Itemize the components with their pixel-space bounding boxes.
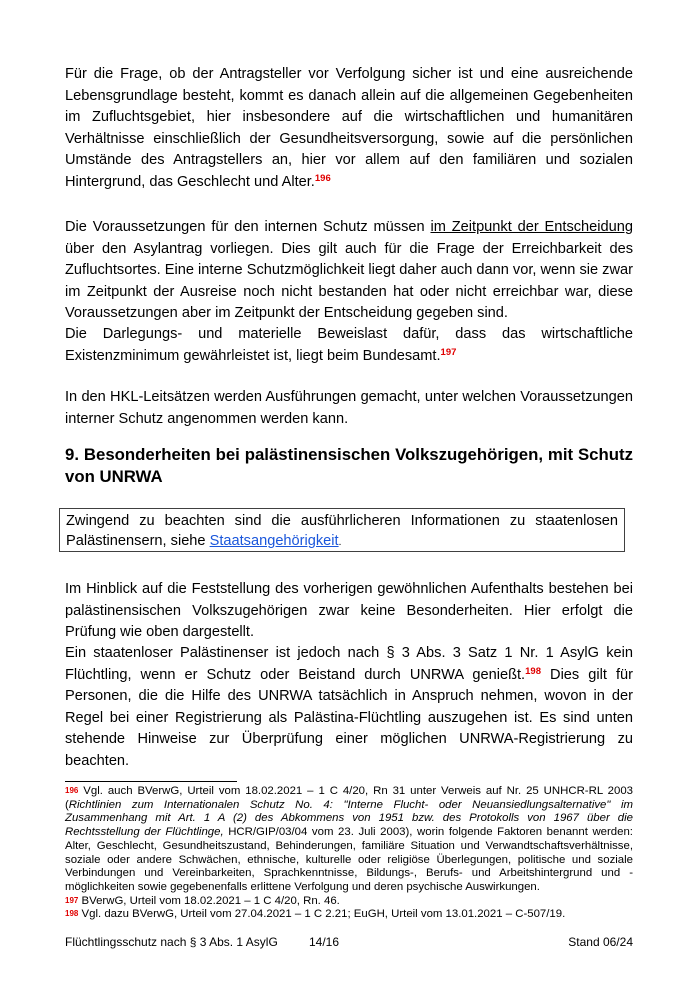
footnote-text: BVerwG, Urteil vom 18.02.2021 – 1 C 4/20, Rn. 46. — [78, 894, 340, 907]
page-footer — [65, 934, 633, 950]
footnote-ref-198[interactable]: 198 — [525, 665, 541, 677]
paragraph-text-before: Ein staatenloser Palästinenser ist jedoch nach § 3 Abs. 3 Satz 1 Nr. 1 AsylG kein Flüchtling, wenn er Schutz oder Beistand durch UNRWA genießt. — [65, 645, 633, 683]
underlined-phrase: im Zeitpunkt der Entscheidung — [430, 219, 633, 235]
footnote-text: Vgl. dazu BVerwG, Urteil vom 27.04.2021 – 1 C 2.21; EuGH, Urteil vom 13.01.2021 – C-507/19. — [78, 908, 566, 921]
footer-document-title: Flüchtlingsschutz nach § 3 Abs. 1 AsylG — [65, 935, 278, 949]
footnote-197 — [65, 895, 633, 909]
paragraph-text-before: Die Voraussetzungen für den internen Schutz müssen — [65, 219, 431, 235]
footnote-198 — [65, 908, 633, 922]
footnote-number: 197 — [65, 895, 79, 905]
paragraph-text: Im Hinblick auf die Feststellung des vorherigen gewöhnlichen Aufenthalts bestehen bei palästinensischen Volkszugehörigen zwar keine Besonderheiten. Hier erfolgt die Prüfung wie oben dargestellt. — [65, 581, 633, 641]
paragraph-text: In den HKL-Leitsätzen werden Ausführungen gemacht, unter welchen Voraussetzungen interner Schutz angenommen werden kann. — [65, 389, 633, 427]
note-box — [59, 508, 625, 552]
note-trailing: . — [338, 537, 342, 548]
paragraph-habitual-residence — [65, 579, 633, 644]
paragraph-text: Für die Frage, ob der Antragsteller vor Verfolgung sicher ist und eine ausreichende Lebensgrundlage besteht, kommt es danach allein auf die allgemeinen Gegebenheiten im Zufluchtsgebiet, hier insbesondere auf die wirtschaftlichen und humanitären Verhältnisse einschließlich der Gesundheitsversorgung, sowie auf die persönlichen Umstände des Antragstellers an, hier vor allem auf den familiären und sozialen Hintergrund, das Geschlecht und Alter. — [65, 66, 633, 190]
footnote-italic-title: Richtlinien zum Internationalen Schutz No. 4: "Interne Flucht- oder Neuansiedlungsalternative" im Zusammenhang mit Art. 1 A (2) des Abkommens von 1951 bzw. des Protokolls von 1967 über die Rechtsstellung der Flüchtlinge, — [65, 798, 633, 839]
footnotes — [65, 785, 633, 922]
footer-version: Stand 06/24 — [568, 935, 633, 949]
paragraph-text: Die Darlegungs- und materielle Beweislast dafür, dass das wirtschaftliche Existenzminimum gewährleistet ist, liegt beim Bundesamt. — [65, 326, 633, 364]
footnote-196 — [65, 785, 633, 895]
footnote-text: Vgl. auch BVerwG, Urteil vom 18.02.2021 – 1 C 4/20, Rn 31 unter Verweis auf Nr. 25 UNHCR-RL 2003 ( — [65, 785, 633, 811]
footnote-separator — [65, 781, 237, 782]
statelessness-link[interactable]: Staatsangehörigkeit — [209, 533, 339, 549]
footnote-ref-197[interactable]: 197 — [440, 346, 457, 358]
paragraph-burden-of-proof — [65, 324, 633, 367]
paragraph-life-basis — [65, 64, 633, 194]
paragraph-text-after: Dies gilt für Personen, die die Hilfe des UNRWA tatsächlich in Anspruch nehmen, wovon in der Regel bei einer Registrierung als Palästina-Flüchtling auszugehen ist. Es sind unten stehende Hinweise zur Überprüfung einer möglichen UNRWA-Registrierung zu beachten. — [65, 666, 634, 769]
footnote-text-rest: HCR/GIP/03/04 vom 23. Juli 2003), worin folgende Faktoren benannt werden: Alter, Geschlecht, Gesundheitszustand, Behinderungen, familiäre Situation und Verwandtschaftsverhältnisse, soziale oder andere Schwächen, ethnische, kulturelle oder religiöse Überlegungen, politische und soziale Verbindungen und Vereinbarkeiten, Sprachkenntnisse, Bildungs-, Berufs- und Arbeitshintergrund und -möglichkeiten sowie gegebenenfalls erlittene Verfolgung und deren psychische Auswirkungen. — [65, 826, 633, 893]
footnote-ref-196[interactable]: 196 — [314, 172, 331, 184]
paragraph-decision-time — [65, 217, 633, 325]
paragraph-unrwa — [65, 643, 633, 773]
section-heading: 9. Besonderheiten bei palästinensischen Volkszugehörigen, mit Schutz von UNRWA — [65, 445, 633, 486]
footnote-number: 198 — [65, 909, 79, 919]
paragraph-hkl-guidelines — [65, 387, 633, 430]
note-text: Zwingend zu beachten sind die ausführlicheren Informationen zu staatenlosen Palästinensern, siehe — [66, 513, 618, 549]
footnote-number: 196 — [65, 786, 79, 795]
paragraph-text-after: über den Asylantrag vorliegen. Dies gilt auch für die Frage der Erreichbarkeit des Zufluchtsortes. Eine interne Schutzmöglichkeit liegt daher auch dann vor, wenn sie zwar im Zeitpunkt der Ausreise noch nicht bestanden hat oder nicht erreichbar war, diese Voraussetzungen aber im Zeitpunkt der Entscheidung gegeben sind. — [65, 240, 633, 322]
footer-page-number: 14/16 — [309, 935, 340, 949]
